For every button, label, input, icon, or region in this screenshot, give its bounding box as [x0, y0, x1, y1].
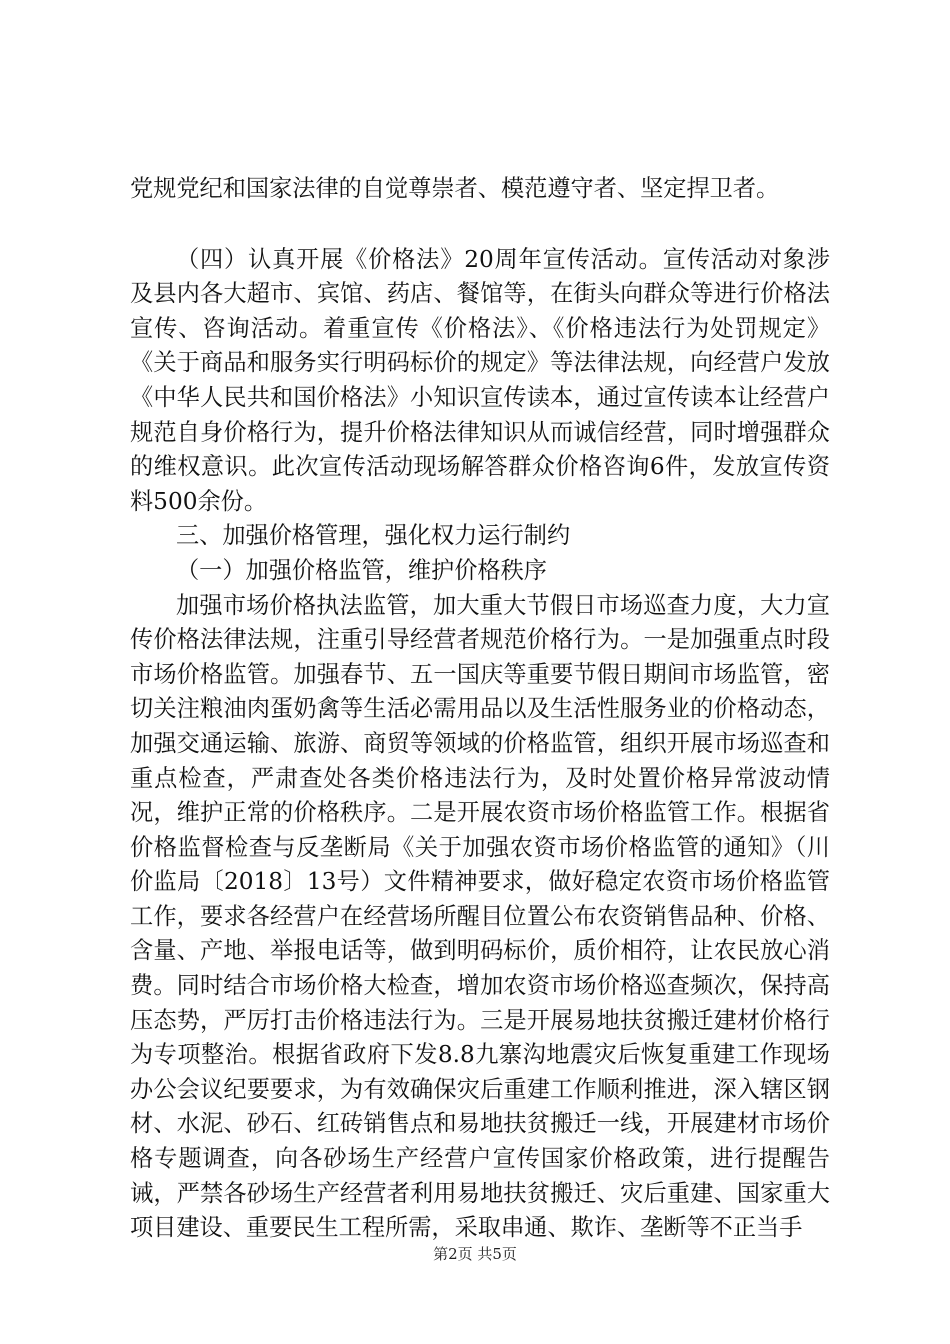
page-footer	[0, 1244, 950, 1264]
page-number-label: 第2页 共5页	[433, 1245, 517, 1263]
paragraph-price-law-publicity: （四）认真开展《价格法》20周年宣传活动。宣传活动对象涉及县内各大超市、宾馆、药店、餐馆等，在街头向群众等进行价格法宣传、咨询活动。着重宣传《价格法》、《价格违法行为处罚规定》《关于商品和服务实行明码标价的规定》等法律法规，向经营户发放《中华人民共和国价格法》小知识宣传读本，通过宣传读本让经营户规范自身价格行为，提升价格法律知识从而诚信经营，同时增强群众的维权意识。此次宣传活动现场解答群众价格咨询6件，发放宣传资料500余份。	[130, 245, 830, 515]
subsection-heading-one: （一）加强价格监管，维护价格秩序	[176, 556, 547, 584]
paragraph-price-supervision: 加强市场价格执法监管，加大重大节假日市场巡查力度，大力宣传价格法律法规，注重引导经营者规范价格行为。一是加强重点时段市场价格监管。加强春节、五一国庆等重要节假日期间市场监管，密切关注粮油肉蛋奶禽等生活必需用品以及生活性服务业的价格动态，加强交通运输、旅游、商贸等领域的价格监管，组织开展市场巡查和重点检查，严肃查处各类价格违法行为，及时处置价格异常波动情况，维护正常的价格秩序。二是开展农资市场价格监管工作。根据省价格监督检查与反垄断局《关于加强农资市场价格监管的通知》（川价监局〔2018〕13号）文件精神要求，做好稳定农资市场价格监管工作，要求各经营户在经营场所醒目位置公布农资销售品种、价格、含量、产地、举报电话等，做到明码标价，质价相符，让农民放心消费。同时结合市场价格大检查，增加农资市场价格巡查频次，保持高压态势，严厉打击价格违法行为。三是开展易地扶贫搬迁建材价格行为专项整治。根据省政府下发8.8九寨沟地震灾后恢复重建工作现场办公会议纪要要求，为有效确保灾后重建工作顺利推进，深入辖区钢材、水泥、砂石、红砖销售点和易地扶贫搬迁一线，开展建材市场价格专题调查，向各砂场生产经营户宣传国家价格政策，进行提醒告诫，严禁各砂场生产经营者利用易地扶贫搬迁、灾后重建、国家重大项目建设、重要民生工程所需，采取串通、欺诈、垄断等不正当手	[130, 591, 830, 1242]
document-body	[130, 172, 830, 1246]
paragraph-continuation: 党规党纪和国家法律的自觉尊崇者、模范遵守者、坚定捍卫者。	[130, 175, 780, 202]
section-heading-three: 三、加强价格管理，强化权力运行制约	[176, 522, 571, 550]
